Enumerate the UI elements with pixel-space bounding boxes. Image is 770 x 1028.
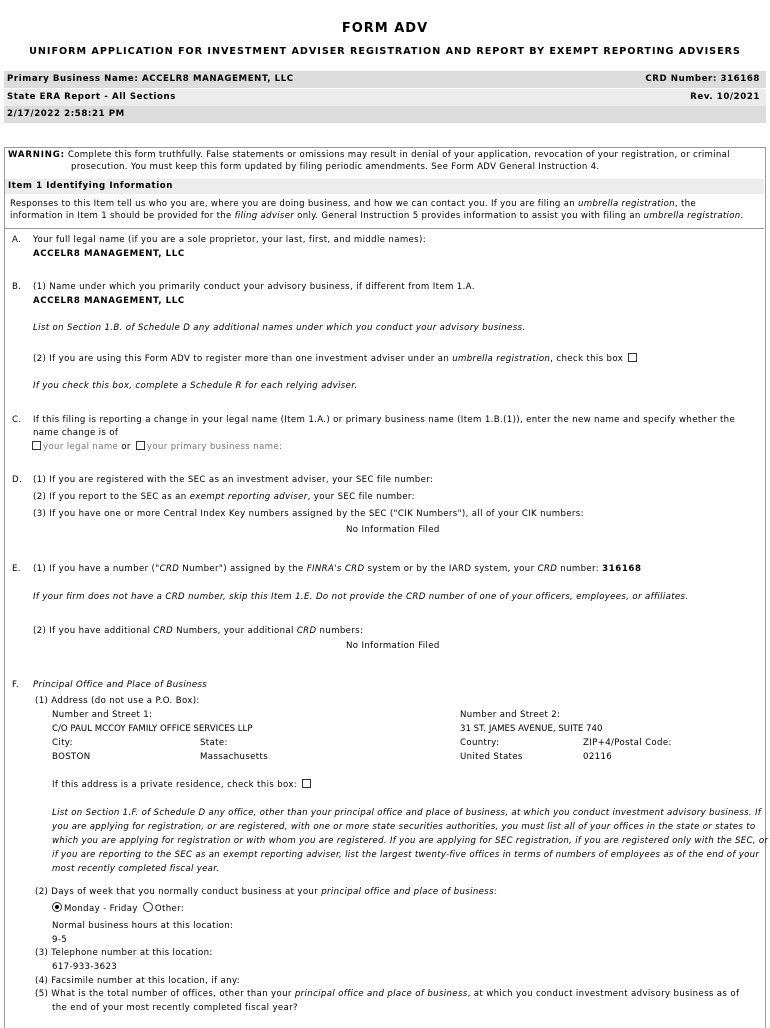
form-title: FORM ADV	[341, 21, 429, 36]
section-d-letter: D.	[12, 475, 23, 485]
header-row-3	[4, 106, 766, 123]
business-name-option-label: your primary business name:	[146, 442, 283, 452]
form-subtitle: UNIFORM APPLICATION FOR INVESTMENT ADVISER REGISTRATION AND REPORT BY EXEMPT REPORTING ADVISERS	[29, 46, 741, 57]
days-options	[50, 902, 184, 916]
weekdays-radio[interactable]	[52, 902, 62, 912]
section-c-letter: C.	[12, 415, 22, 425]
name-change-options: your legal name or your primary business name:	[30, 441, 282, 454]
section-d-q1: (1) If you are registered with the SEC as an investment adviser, your SEC file number:	[33, 475, 434, 485]
state-value: Massachusetts	[200, 752, 269, 762]
private-residence-row: If this address is a private residence, check this box:	[52, 779, 313, 792]
item1-heading: Item 1 Identifying Information	[5, 179, 764, 194]
telephone-value: 617-933-3623	[52, 962, 118, 972]
other-days-label: Other:	[154, 904, 185, 914]
section-e-note: If your firm does not have a CRD number, skip this Item 1.E. Do not provide the CRD number of one of your officers, employees, or affiliates.	[33, 592, 689, 602]
address-label: (1) Address (do not use a P.O. Box):	[35, 696, 200, 706]
offices-question: (5) What is the total number of offices, other than your principal office and place of business, at which you conduct investment advisory business as of	[35, 989, 740, 999]
street2-value: 31 ST. JAMES AVENUE, SUITE 740	[460, 724, 603, 734]
business-hours-value: 9-5	[52, 935, 68, 945]
section-f-letter: F.	[12, 680, 19, 690]
section-a-letter: A.	[12, 235, 22, 245]
days-of-week-label: (2) Days of week that you normally conduct business at your principal office and place of business:	[35, 887, 498, 897]
crd-number: CRD Number: 316168	[645, 74, 760, 84]
section-a-question: Your full legal name (if you are a sole proprietor, your last, first, and middle names):	[33, 235, 426, 245]
section-b-q1: (1) Name under which you primarily conduct your advisory business, if different from Item 1.A.	[33, 282, 475, 292]
legal-name-checkbox[interactable]	[32, 441, 41, 450]
warning-line-2: prosecution. You must keep this form updated by filing periodic amendments. See Form ADV General Instruction 4.	[71, 161, 600, 172]
additional-crd-no-info: No Information Filed	[346, 641, 440, 651]
business-name-checkbox[interactable]	[136, 441, 145, 450]
section-e-letter: E.	[12, 564, 21, 574]
street1-label: Number and Street 1:	[52, 710, 153, 720]
other-days-radio[interactable]	[143, 902, 153, 912]
item1-intro: Responses to this Item tell us who you are, where you are doing business, and how we can contact you. If you are filing an umbrella registration, the information in Item 1 should be provided for the filing adviser only. General Instruction 5 provides information to assist you with filing an umbrella registration.	[10, 199, 744, 221]
street1-value: C/O PAUL MCCOY FAMILY OFFICE SERVICES LLP	[52, 724, 253, 734]
section-d-q2: (2) If you report to the SEC as an exempt reporting adviser, your SEC file number:	[33, 492, 415, 502]
header-row-1	[4, 71, 766, 88]
section-e-q2: (2) If you have additional CRD Numbers, your additional CRD numbers:	[33, 626, 364, 636]
zip-label: ZIP+4/Postal Code:	[583, 738, 672, 748]
section-d-q3: (3) If you have one or more Central Index Key numbers assigned by the SEC ("CIK Numbers"), all of your CIK numbers:	[33, 509, 584, 519]
primary-business-name: Primary Business Name: ACCELR8 MANAGEMENT, LLC	[7, 74, 294, 84]
section-e-q1: (1) If you have a number ("CRD Number") assigned by the FINRA's CRD system or by the IARD system, your CRD number: 316168	[33, 564, 642, 574]
business-name-value: ACCELR8 MANAGEMENT, LLC	[33, 296, 185, 306]
cik-no-info: No Information Filed	[346, 525, 440, 535]
country-value: United States	[460, 752, 523, 762]
weekdays-label: Monday - Friday	[64, 904, 138, 914]
section-b-note1: List on Section 1.B. of Schedule D any additional names under which you conduct your advisory business.	[33, 323, 526, 333]
business-hours-label: Normal business hours at this location:	[52, 921, 234, 931]
telephone-label: (3) Telephone number at this location:	[35, 948, 213, 958]
section-c-line2: name change is of	[33, 428, 119, 438]
umbrella-registration-checkbox[interactable]	[628, 353, 637, 362]
street2-label: Number and Street 2:	[460, 710, 561, 720]
city-label: City:	[52, 738, 73, 748]
zip-value: 02116	[583, 752, 613, 762]
timestamp: 2/17/2022 2:58:21 PM	[7, 109, 125, 119]
fax-label: (4) Facsimile number at this location, if any:	[35, 976, 241, 986]
section-b-note2: If you check this box, complete a Schedule R for each relying adviser.	[33, 381, 358, 391]
section-b-letter: B.	[12, 282, 22, 292]
revision: Rev. 10/2021	[690, 92, 760, 102]
private-residence-checkbox[interactable]	[302, 779, 311, 788]
report-type: State ERA Report - All Sections	[7, 92, 176, 102]
city-value: BOSTON	[52, 752, 91, 762]
warning-line-1: Complete this form truthfully. False statements or omissions may result in denial of your application, revocation of your registration, or criminal	[67, 150, 730, 160]
warning-label: WARNING:	[8, 150, 65, 160]
offices-question-line2: the end of your most recently completed fiscal year?	[52, 1003, 298, 1013]
section-f-note: List on Section 1.F. of Schedule D any office, other than your principal office and place of business, at which you conduct investment advisory business. If you are applying for registration, or are registered, with one or more state securities authorities, you must list all of your offices in the state or states to which you are applying for registration or with whom you are registered. If you are applying for SEC registration, if you are registered only with the SEC, or if you are reporting to the SEC as an exempt reporting adviser, list the largest twenty-five offices in terms of numbers of employees as of the end of your most recently completed fiscal year.	[52, 808, 769, 874]
section-f-heading: Principal Office and Place of Business	[33, 680, 208, 690]
divider	[5, 228, 764, 229]
section-b-q2: (2) If you are using this Form ADV to register more than one investment adviser under an umbrella registration, check this box	[33, 353, 639, 366]
state-label: State:	[200, 738, 228, 748]
warning-block	[8, 150, 753, 173]
legal-name-option-label: your legal name	[43, 442, 119, 452]
country-label: Country:	[460, 738, 500, 748]
crd-value: 316168	[602, 564, 642, 574]
header-row-2	[4, 89, 766, 106]
legal-name-value: ACCELR8 MANAGEMENT, LLC	[33, 249, 185, 259]
section-c-line1: If this filing is reporting a change in your legal name (Item 1.A.) or primary business name (Item 1.B.(1)), enter the new name and specify whether the	[33, 415, 736, 425]
